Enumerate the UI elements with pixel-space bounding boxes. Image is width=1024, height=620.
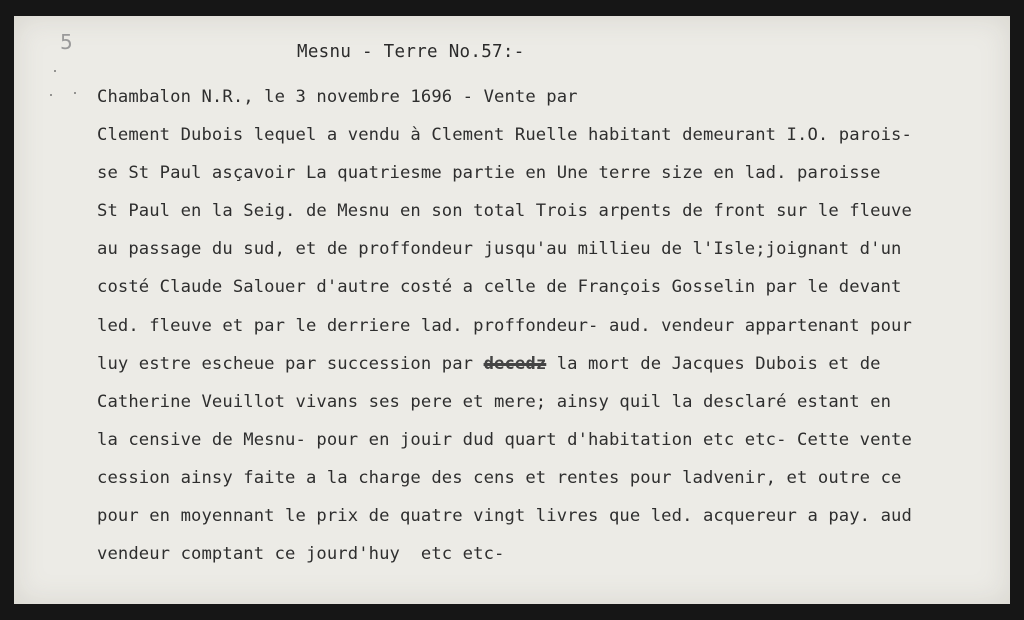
text-line-3: se St Paul asçavoir La quatriesme partie en Une terre size en lad. paroisse	[97, 163, 881, 184]
page-number: 5	[60, 30, 73, 54]
text-line-8	[97, 345, 1010, 383]
text-line-6: costé Claude Salouer d'autre costé a celle de François Gosselin par le devant	[97, 277, 902, 298]
text-line-9: Catherine Veuillot vivans ses pere et mere; ainsy quil la desclaré estant en	[97, 391, 892, 412]
text-line-13: vendeur comptant ce jourd'huy etc etc-	[97, 544, 505, 565]
ink-speck	[50, 94, 52, 96]
struck-out-word: decedz	[483, 353, 547, 374]
text-line-11: cession ainsy faite a la charge des cens et rentes pour ladvenir, et outre ce	[97, 467, 902, 488]
text-line-8-start: luy estre escheue par succession par	[97, 353, 484, 374]
document-body	[97, 78, 1010, 573]
text-line-10: la censive de Mesnu- pour en jouir dud quart d'habitation etc etc- Cette vente	[97, 429, 912, 450]
document-title: Mesnu - Terre No.57:-	[297, 42, 525, 62]
text-line-8-end: la mort de Jacques Dubois et de	[546, 353, 881, 374]
text-line-7: led. fleuve et par le derriere lad. proffondeur- aud. vendeur appartenant pour	[97, 315, 912, 336]
text-line-12: pour en moyennant le prix de quatre vingt livres que led. acquereur a pay. aud	[97, 506, 912, 527]
text-line-2: Clement Dubois lequel a vendu à Clement Ruelle habitant demeurant I.O. parois-	[97, 125, 912, 146]
document-page	[14, 16, 1010, 604]
text-line-1: Chambalon N.R., le 3 novembre 1696 - Vente par	[97, 87, 578, 107]
ink-speck	[74, 92, 76, 94]
text-line-4: St Paul en la Seig. de Mesnu en son total Trois arpents de front sur le fleuve	[97, 201, 912, 222]
ink-speck	[54, 70, 56, 72]
text-line-5: au passage du sud, et de proffondeur jusqu'au millieu de l'Isle;joignant d'un	[97, 239, 902, 260]
